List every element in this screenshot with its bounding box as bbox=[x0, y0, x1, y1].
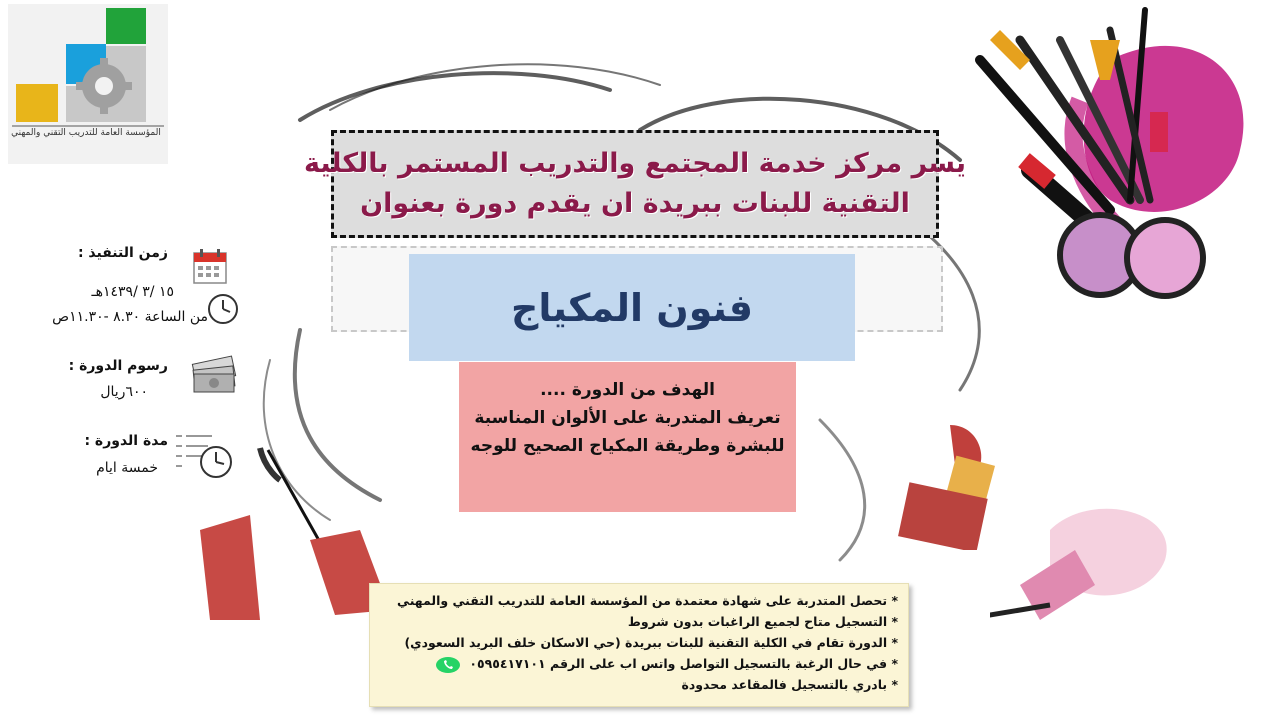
goal-line-2: للبشرة وطريقة المكياج الصحيح للوجه bbox=[470, 436, 785, 456]
notes-box bbox=[369, 583, 909, 707]
course-name-box bbox=[409, 254, 855, 361]
money-icon bbox=[188, 350, 242, 398]
title-line-2: التقنية للبنات ببريدة ان يقدم دورة بعنوان bbox=[360, 188, 910, 219]
course-fee-label: رسوم الدورة : bbox=[68, 358, 168, 374]
logo-caption: المؤسسة العامة للتدريب التقني والمهني bbox=[11, 128, 161, 138]
institution-logo bbox=[8, 4, 168, 164]
title-banner bbox=[304, 130, 966, 238]
goal-heading: الهدف من الدورة .... bbox=[540, 380, 715, 400]
goal-line-1: تعريف المتدربة على الألوان المناسبة bbox=[474, 408, 781, 428]
whatsapp-icon bbox=[435, 656, 461, 674]
calendar-icon bbox=[190, 247, 230, 287]
course-name: فنون المكياج bbox=[511, 285, 753, 330]
lipstick-illustration bbox=[895, 420, 1005, 550]
clock-icon bbox=[206, 292, 240, 326]
course-fee-value: ٦٠٠ريال bbox=[100, 384, 148, 400]
logo-green-square bbox=[106, 8, 146, 44]
note-registration-open: * التسجيل متاح لجميع الراغبات بدون شروط bbox=[627, 614, 898, 629]
execution-time-label: زمن التنفيذ : bbox=[77, 245, 168, 261]
note-location: * الدورة تقام في الكلية التقنية للبنات ببريدة (حي الاسكان خلف البريد السعودي) bbox=[404, 635, 898, 650]
makeup-brushes-illustration bbox=[960, 0, 1280, 300]
note-limited-seats: * بادري بالتسجيل فالمقاعد محدودة bbox=[681, 677, 898, 692]
note-whatsapp-text: * في حال الرغبة بالتسجيل التواصل واتس اب على الرقم ٠٥٩٥٤١٧١٠١ bbox=[469, 656, 898, 671]
blush-brush-illustration bbox=[990, 490, 1180, 640]
course-duration-label: مدة الدورة : bbox=[84, 433, 168, 449]
course-goal-box bbox=[459, 362, 796, 512]
note-certificate: * تحصل المتدربة على شهادة معتمدة من المؤسسة العامة للتدريب التقني والمهني bbox=[397, 593, 898, 608]
execution-hours: من الساعة ٨.٣٠ -١١.٣٠ص bbox=[52, 309, 208, 325]
course-duration-value: خمسة ايام bbox=[96, 460, 158, 476]
execution-date: ١٥ /٣ /١٤٣٩هـ bbox=[91, 284, 174, 300]
note-whatsapp-contact bbox=[378, 653, 898, 674]
logo-yellow-square bbox=[16, 84, 58, 122]
title-line-1: يسر مركز خدمة المجتمع والتدريب المستمر بالكلية bbox=[304, 148, 966, 179]
checklist-clock-icon bbox=[172, 428, 236, 480]
